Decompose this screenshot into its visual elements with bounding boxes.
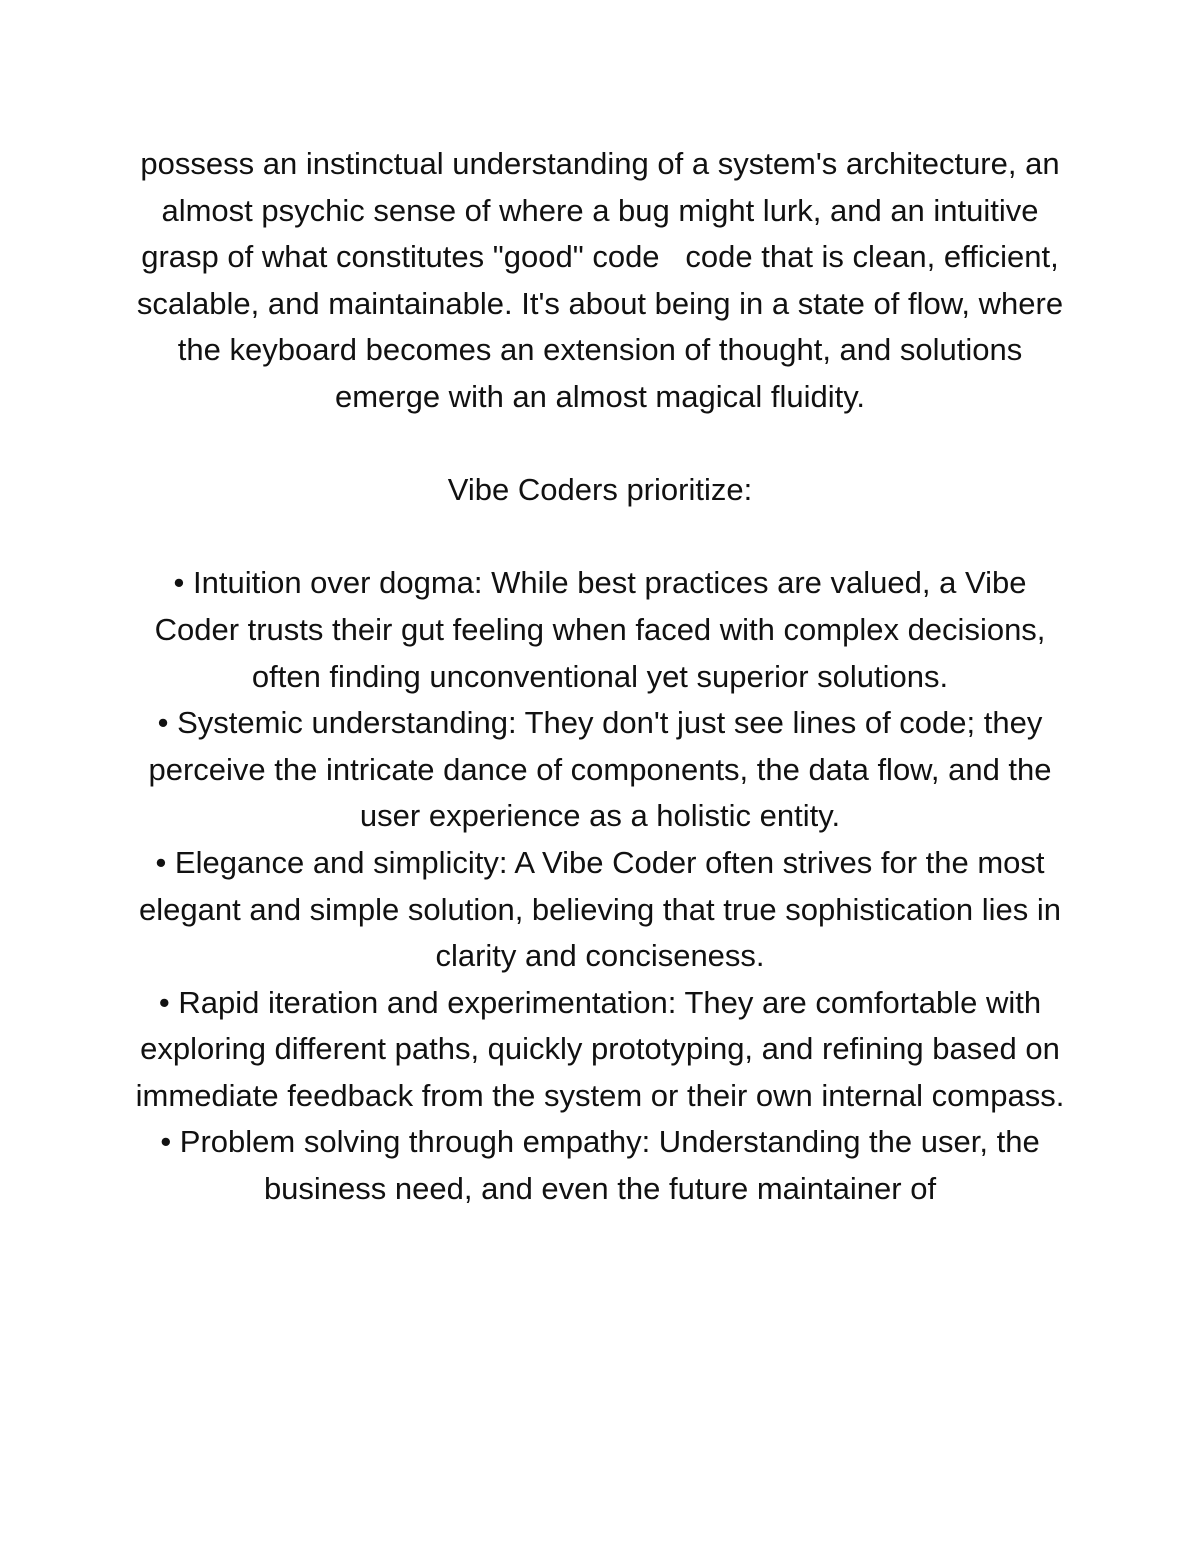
- priority-list: [130, 560, 1070, 1212]
- intro-paragraph: possess an instinctual understanding of a system's architecture, an almost psychic sense of where a bug might lurk, and an intuitive grasp of what constitutes "good" code code that is clean, efficient, scalable, and maintainable. It's about being in a state of flow, where the keyboard becomes an extension of thought, and solutions emerge with an almost magical fluidity.: [136, 146, 1072, 414]
- paragraph-gap: [130, 421, 1070, 468]
- list-item: • Elegance and simplicity: A Vibe Coder often strives for the most elegant and simple solution, believing that true sophistication lies in clarity and conciseness.: [139, 844, 1061, 974]
- list-item: • Problem solving through empathy: Understanding the user, the business need, and even the future maintainer of: [160, 1124, 1040, 1207]
- list-item: • Systemic understanding: They don't just see lines of code; they perceive the intricate dance of components, the data flow, and the user experience as a holistic entity.: [148, 705, 1052, 834]
- paragraph-gap: [130, 514, 1070, 561]
- list-item: • Intuition over dogma: While best practices are valued, a Vibe Coder trusts their gut feeling when faced with complex decisions, often finding unconventional yet superior solutions.: [154, 565, 1046, 694]
- list-item: • Rapid iteration and experimentation: They are comfortable with exploring different paths, quickly prototyping, and refining based on immediate feedback from the system or their own internal compass.: [135, 984, 1065, 1113]
- document-body: [130, 141, 1070, 1213]
- list-heading: Vibe Coders prioritize:: [447, 472, 753, 508]
